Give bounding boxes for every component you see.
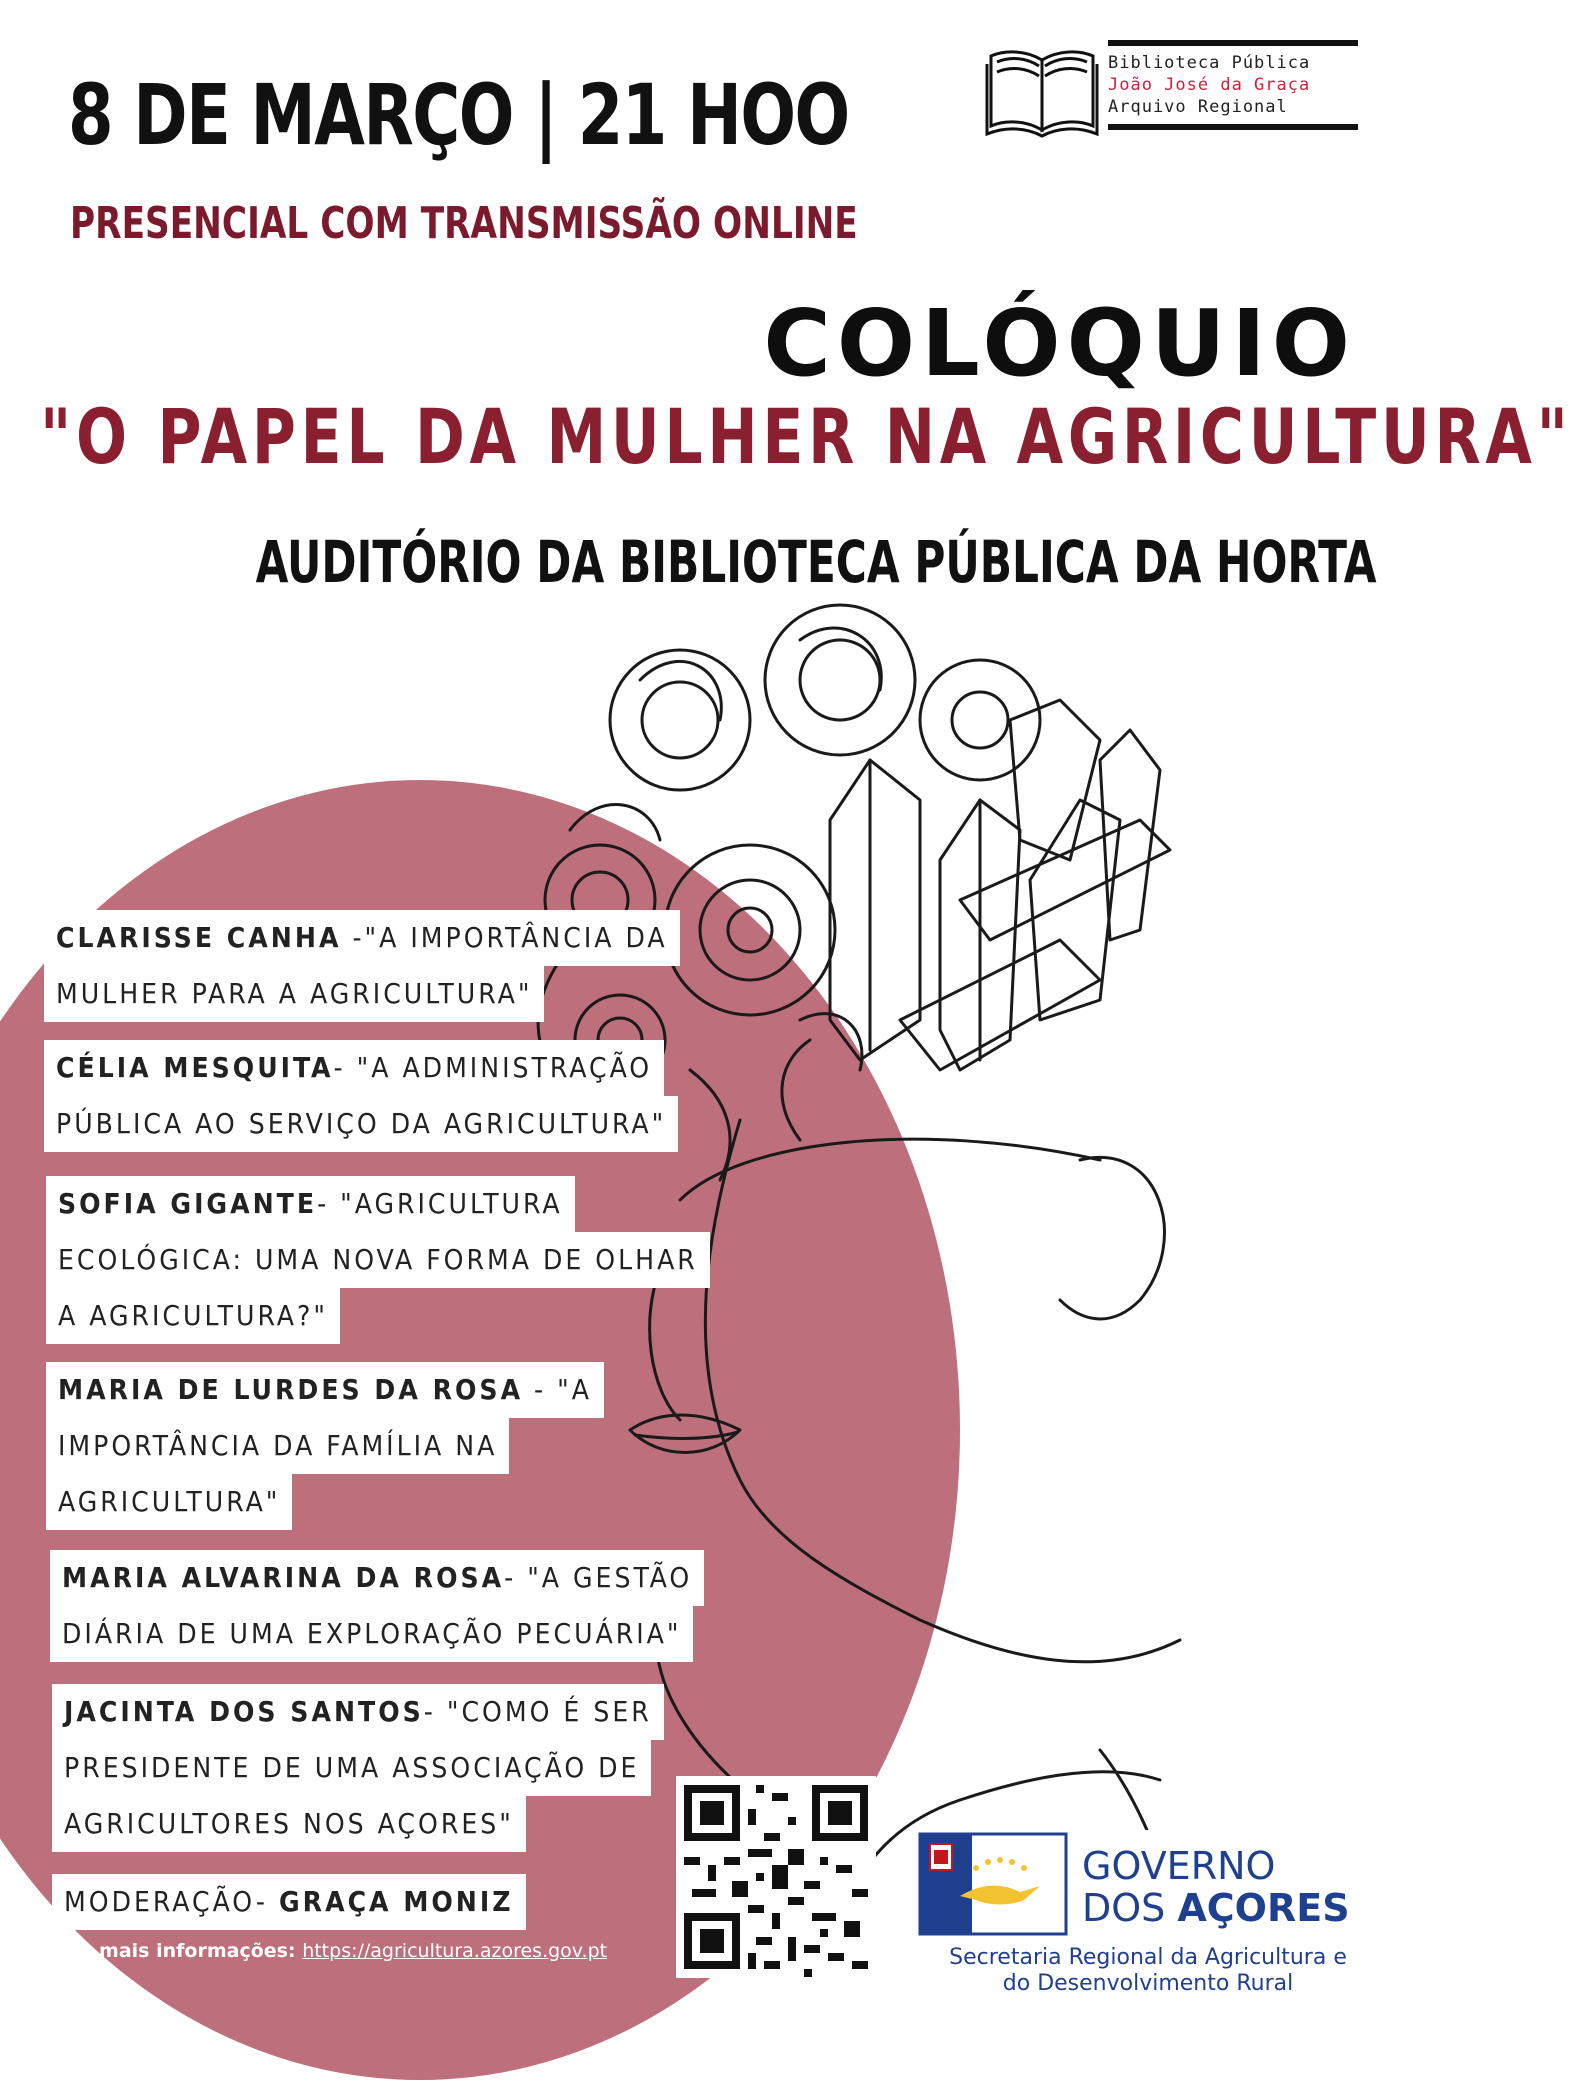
speaker-3-talk-line2: ECOLÓGICA: UMA NOVA FORMA DE OLHAR: [58, 1243, 698, 1276]
speaker-2-talk-line1: "A ADMINISTRAÇÃO: [356, 1051, 653, 1084]
moderator-name: GRAÇA MONIZ: [279, 1885, 514, 1918]
event-heading: COLÓQUIO: [763, 290, 1356, 397]
speaker-3-talk-line3: A AGRICULTURA?": [58, 1299, 328, 1332]
gov-logo-line2-a: DOS: [1082, 1886, 1178, 1930]
speaker-5-line2: [50, 1606, 693, 1662]
speaker-4-name: MARIA DE LURDES DA ROSA: [58, 1373, 524, 1406]
gov-logo-title: [1082, 1845, 1350, 1929]
library-logo-line1: Biblioteca Pública: [1108, 53, 1311, 73]
speaker-4-talk-line2: IMPORTÂNCIA DA FAMÍLIA NA: [58, 1429, 498, 1462]
library-logo: [1108, 40, 1358, 130]
speaker-1-line2: [44, 966, 544, 1022]
speaker-2-separator: -: [333, 1051, 357, 1084]
qr-code[interactable]: [676, 1776, 876, 1978]
speaker-3-line2: [46, 1232, 710, 1288]
speaker-6-talk-line3: AGRICULTORES NOS AÇORES": [64, 1807, 514, 1840]
event-date-time: 8 DE MARÇO | 21 HOO: [68, 66, 849, 164]
speaker-5-name: MARIA ALVARINA DA ROSA: [62, 1561, 505, 1594]
azores-flag-icon: [920, 1834, 1066, 1934]
open-book-icon: [985, 40, 1100, 140]
library-logo-line2: João José da Graça: [1108, 75, 1311, 95]
speaker-1-name: CLARISSE CANHA: [56, 921, 342, 954]
speaker-2-name: CÉLIA MESQUITA: [56, 1051, 334, 1084]
speaker-6-separator: -: [423, 1695, 447, 1728]
speaker-5-talk-line1: "A GESTÃO: [527, 1561, 693, 1594]
speaker-2-line1: [44, 1040, 664, 1096]
event-theme: "O PAPEL DA MULHER NA AGRICULTURA": [40, 392, 1573, 481]
moderation-label: MODERAÇÃO-: [64, 1885, 279, 1918]
speaker-6-talk-line2: PRESIDENTE DE UMA ASSOCIAÇÃO DE: [64, 1751, 640, 1784]
speaker-1-talk-line1: "A IMPORTÂNCIA DA: [364, 921, 668, 954]
speaker-2-talk-line2: PÚBLICA AO SERVIÇO DA AGRICULTURA": [56, 1107, 667, 1140]
gov-logo-sub1: Secretaria Regional da Agricultura e: [949, 1945, 1347, 1970]
library-logo-line3: Arquivo Regional: [1108, 97, 1288, 117]
gov-logo-sub2: do Desenvolvimento Rural: [1002, 1971, 1294, 1996]
speaker-4-line2: [46, 1418, 509, 1474]
speaker-4-talk-line3: AGRICULTURA": [58, 1485, 281, 1518]
speaker-5-talk-line2: DIÁRIA DE UMA EXPLORAÇÃO PECUÁRIA": [62, 1617, 682, 1650]
gov-logo-line2: [1082, 1887, 1350, 1929]
speaker-4-separator: -: [523, 1373, 558, 1406]
speaker-3-talk-line1: "AGRICULTURA: [340, 1187, 563, 1220]
speaker-3-line3: [46, 1288, 340, 1344]
moderation-line: [52, 1874, 526, 1930]
speaker-6-name: JACINTA DOS SANTOS: [64, 1695, 424, 1728]
speaker-2-line2: [44, 1096, 678, 1152]
speaker-4-talk-line1: "A: [557, 1373, 592, 1406]
speaker-4-line3: [46, 1474, 292, 1530]
event-format: PRESENCIAL COM TRANSMISSÃO ONLINE: [70, 198, 858, 249]
gov-logo-subtitle: [928, 1945, 1368, 1997]
speaker-1-separator: -: [341, 921, 365, 954]
speaker-3-name: SOFIA GIGANTE: [58, 1187, 318, 1220]
speaker-5-line1: [50, 1550, 704, 1606]
speaker-4-line1: [46, 1362, 604, 1418]
gov-logo-line2-b: AÇORES: [1177, 1886, 1350, 1930]
event-venue: AUDITÓRIO DA BIBLIOTECA PÚBLICA DA HORTA: [255, 528, 1376, 596]
gov-logo-line1: GOVERNO: [1082, 1844, 1276, 1888]
speaker-6-line3: [52, 1796, 526, 1852]
speaker-6-line1: [52, 1684, 664, 1740]
more-info-label: Para mais informações:: [44, 1940, 296, 1962]
speaker-5-separator: -: [504, 1561, 528, 1594]
speaker-3-separator: -: [317, 1187, 341, 1220]
more-info: [44, 1940, 607, 1962]
speaker-1-talk-line2: MULHER PARA A AGRICULTURA": [56, 977, 533, 1010]
speaker-1-line1: [44, 910, 680, 966]
speaker-6-line2: [52, 1740, 651, 1796]
more-info-link[interactable]: https://agricultura.azores.gov.pt: [302, 1940, 608, 1962]
speaker-6-talk-line1: "COMO É SER: [446, 1695, 652, 1728]
speaker-3-line1: [46, 1176, 575, 1232]
